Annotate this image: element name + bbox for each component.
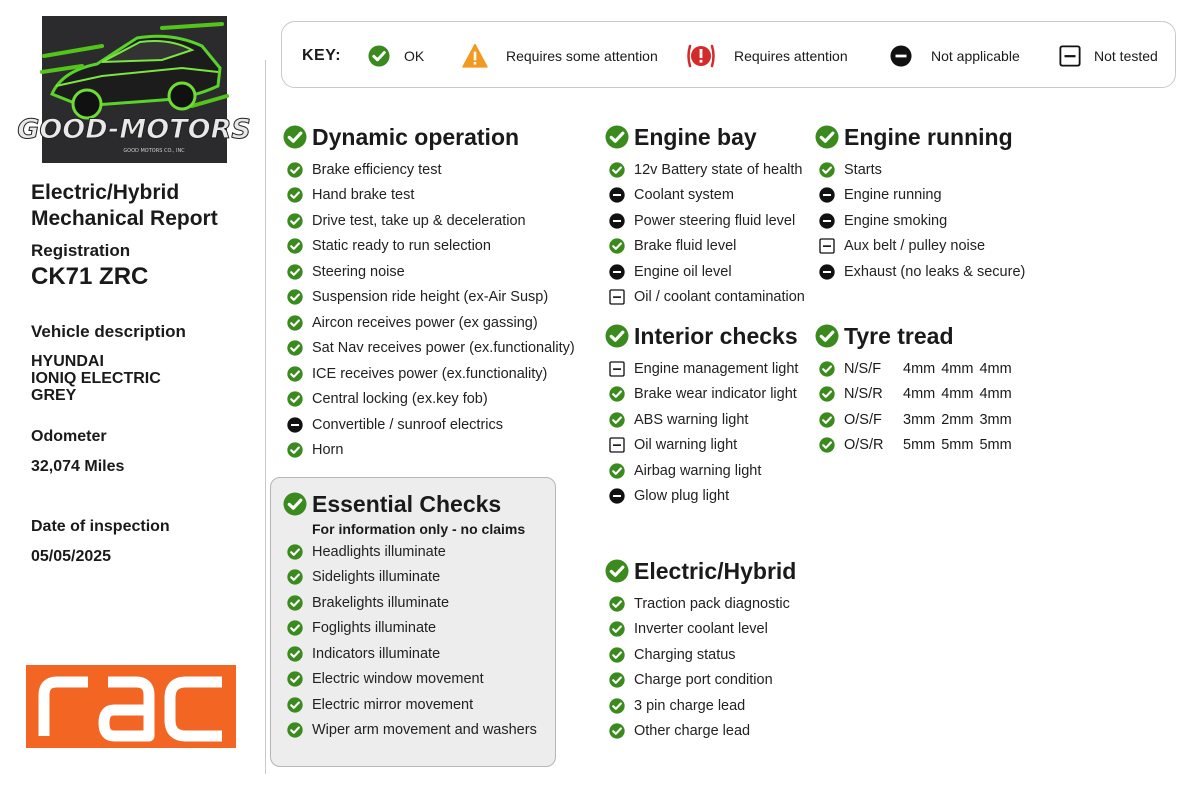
section-title: Electric/Hybrid [634,557,797,584]
check-list [283,539,537,743]
check-list [605,591,796,744]
check-item [605,668,796,694]
not-applicable-icon [819,213,835,229]
check-list [815,356,1018,458]
ok-check-icon [609,647,625,663]
check-item-label: Electric mirror movement [312,696,474,713]
check-item-label: Sidelights illuminate [312,569,441,586]
check-item-label: Oil / coolant contamination [634,289,805,306]
ok-check-icon [609,723,625,739]
ok-check-icon [609,698,625,714]
ok-check-icon [605,324,629,348]
vehicle-make: HYUNDAI [31,353,104,370]
tyre-depth: 2mm [941,411,974,428]
ok-check-icon [287,391,303,407]
check-item-label: Engine oil level [634,263,732,280]
check-list [605,356,798,509]
report-title-line1: Electric/Hybrid [31,181,180,204]
check-item [283,539,537,565]
check-item [283,208,575,234]
check-list [283,157,575,463]
tyre-position: O/S/F [844,411,882,428]
ok-check-icon [819,386,835,402]
key-title-wrap [302,22,341,89]
check-item [283,157,575,183]
ok-check-icon [287,187,303,203]
warning-triangle-icon [462,43,488,69]
check-item [605,617,796,643]
inspection-date-value: 05/05/2025 [31,548,112,565]
check-item [605,591,796,617]
not-applicable-icon [609,488,625,504]
section-title: Tyre tread [844,322,954,349]
vehicle-model: IONIQ ELECTRIC [31,370,161,387]
ok-check-icon [287,238,303,254]
check-item-label: Inverter coolant level [634,621,768,638]
check-item [815,433,1018,459]
check-item-label: Hand brake test [312,187,415,204]
check-item [283,616,537,642]
check-item [283,234,575,260]
check-item [283,183,575,209]
not-applicable-icon [819,187,835,203]
registration-label: Registration [31,241,131,260]
ok-check-icon [287,340,303,356]
check-item-label: Horn [312,442,344,459]
check-item [815,208,1025,234]
not-applicable-icon [609,264,625,280]
check-item [283,565,537,591]
tyre-position: N/S/R [844,386,883,403]
check-item-label: Oil warning light [634,437,738,454]
check-list [605,157,805,310]
key-label-ok: OK [404,47,425,64]
ok-check-icon [283,492,307,516]
ok-check-icon [609,162,625,178]
check-item-label: Wiper arm movement and washers [312,722,537,739]
good-motors-logo [17,16,251,163]
check-item [605,433,798,459]
check-item [605,285,805,311]
check-item-label: Electric window movement [312,671,484,688]
check-item [605,382,798,408]
ok-check-icon [609,238,625,254]
check-item-label: 12v Battery state of health [634,161,803,178]
not-applicable-icon [819,264,835,280]
check-item [815,407,1018,433]
check-item [605,208,805,234]
check-item-label: Power steering fluid level [634,212,796,229]
check-item-label: Engine management light [634,360,799,377]
section-header [605,556,796,586]
ok-check-icon [815,324,839,348]
section-essential-checks [283,489,537,743]
check-item [815,382,1018,408]
check-item-label: Steering noise [312,263,405,280]
section-title: Essential Checks [312,490,502,517]
not-tested-icon [1059,45,1081,67]
alert-exclamation-icon [685,40,717,72]
ok-check-icon [609,621,625,637]
ok-check-icon [287,162,303,178]
section-header [815,122,1025,152]
tyre-depth: 3mm [979,411,1012,428]
tyre-depth: 4mm [903,360,936,377]
section-title: Dynamic operation [312,123,520,150]
check-item-label: Coolant system [634,187,734,204]
check-item-label: Drive test, take up & deceleration [312,212,526,229]
check-item [283,692,537,718]
ok-check-icon [609,463,625,479]
rac-logo-graphic [26,665,236,748]
check-item-label: Aircon receives power (ex gassing) [312,314,538,331]
check-item [605,356,798,382]
report-title [31,180,218,232]
check-item [815,259,1025,285]
section-header [605,321,798,351]
report-title-line2: Mechanical Report [31,207,218,230]
ok-check-icon [609,386,625,402]
check-item-label: Suspension ride height (ex-Air Susp) [312,289,549,306]
check-item [605,642,796,668]
key-item-na [890,22,1020,89]
check-item [283,285,575,311]
check-item [283,641,537,667]
check-item-label: ICE receives power (ex.functionality) [312,365,548,382]
check-item [283,590,537,616]
ok-check-icon [368,45,390,67]
not-tested-icon [609,361,625,377]
check-item [283,387,575,413]
vehicle-colour: GREY [31,387,77,404]
check-item [283,310,575,336]
check-item-label: Brakelights illuminate [312,594,450,611]
tyre-depth: 4mm [903,386,936,403]
tyre-depth: 5mm [903,437,936,454]
section-engine-running [815,122,1025,285]
check-item [283,667,537,693]
car-logo-graphic [17,16,251,163]
ok-check-icon [287,366,303,382]
tyre-depth: 3mm [903,411,936,428]
check-item-label: Exhaust (no leaks & secure) [844,263,1026,280]
section-header [283,122,575,152]
ok-check-icon [819,361,835,377]
ok-check-icon [287,264,303,280]
not-applicable-icon [609,213,625,229]
check-list [815,157,1025,285]
check-item [815,157,1025,183]
check-item-label: Starts [844,161,882,178]
rac-logo [26,665,236,748]
check-item-label: Indicators illuminate [312,645,441,662]
section-tyre-tread [815,321,1018,458]
odometer-value: 32,074 Miles [31,458,125,475]
ok-check-icon [819,162,835,178]
key-label-na: Not applicable [931,47,1020,64]
ok-check-icon [287,620,303,636]
ok-check-icon [287,697,303,713]
section-electric-hybrid [605,556,796,744]
check-item-label: Headlights illuminate [312,543,446,560]
tyre-depth: 4mm [941,360,974,377]
not-applicable-icon [890,45,912,67]
section-title: Interior checks [634,322,798,349]
section-note: For information only - no claims [312,521,526,537]
ok-check-icon [609,596,625,612]
section-header [605,122,805,152]
check-item-label: Charge port condition [634,672,773,689]
check-item-label: Traction pack diagnostic [634,595,790,612]
check-item [283,259,575,285]
key-item-ok [368,22,424,89]
check-item [283,718,537,744]
check-item-label: Convertible / sunroof electrics [312,416,503,433]
check-item [815,356,1018,382]
logo-text: GOOD-MOTORS [17,114,251,145]
not-applicable-icon [609,187,625,203]
tyre-depth: 4mm [979,386,1012,403]
tyre-position: O/S/R [844,437,884,454]
check-item-label: Other charge lead [634,723,751,740]
ok-check-icon [287,646,303,662]
check-item [283,336,575,362]
check-item [283,361,575,387]
section-dynamic-operation [283,122,575,463]
key-item-alert [685,22,848,89]
ok-check-icon [287,722,303,738]
section-title: Engine bay [634,123,757,150]
tyre-depth: 4mm [979,360,1012,377]
tyre-depth: 4mm [941,386,974,403]
check-item-label: Brake fluid level [634,238,737,255]
check-item [815,183,1025,209]
section-title: Engine running [844,123,1013,150]
ok-check-icon [609,672,625,688]
not-tested-icon [609,289,625,305]
check-item-label: ABS warning light [634,411,749,428]
vehicle-description-label: Vehicle description [31,322,186,341]
ok-check-icon [287,595,303,611]
check-item [605,183,805,209]
check-item-label: Aux belt / pulley noise [844,238,986,255]
section-engine-bay [605,122,805,310]
check-item [605,259,805,285]
check-item-label: Central locking (ex.key fob) [312,391,488,408]
ok-check-icon [283,125,307,149]
vehicle-description [31,353,161,404]
key-item-not-tested [1059,22,1158,89]
check-item [605,458,798,484]
section-header [815,321,1018,351]
check-item-label: Engine smoking [844,212,948,229]
tyre-depth: 5mm [979,437,1012,454]
section-interior-checks [605,321,798,509]
ok-check-icon [287,671,303,687]
ok-check-icon [819,437,835,453]
ok-check-icon [287,315,303,331]
check-item [605,719,796,745]
ok-check-icon [815,125,839,149]
check-item-label: Static ready to run selection [312,238,491,255]
check-item-label: 3 pin charge lead [634,697,746,714]
ok-check-icon [287,213,303,229]
ok-check-icon [287,442,303,458]
key-title: KEY: [302,46,342,64]
not-applicable-icon [287,417,303,433]
check-item [605,157,805,183]
logo-subtext: GOOD MOTORS CO., INC [123,148,185,154]
ok-check-icon [287,289,303,305]
check-item-label: Charging status [634,646,736,663]
check-item [605,693,796,719]
check-item-label: Glow plug light [634,488,730,505]
status-key [281,21,1176,88]
check-item-label: Foglights illuminate [312,620,437,637]
column-divider [265,60,266,774]
key-item-warning [462,22,658,89]
key-label-alert: Requires attention [734,47,848,64]
tyre-depth: 5mm [941,437,974,454]
ok-check-icon [605,559,629,583]
tyre-position: N/S/F [844,360,882,377]
inspection-date-label: Date of inspection [31,518,170,535]
check-item-label: Brake wear indicator light [634,386,797,403]
check-item [605,484,798,510]
ok-check-icon [605,125,629,149]
odometer-label: Odometer [31,428,107,445]
check-item [605,407,798,433]
not-tested-icon [609,437,625,453]
ok-check-icon [287,569,303,585]
not-tested-icon [819,238,835,254]
key-label-not-tested: Not tested [1094,47,1158,64]
check-item [283,438,575,464]
ok-check-icon [819,412,835,428]
ok-check-icon [287,544,303,560]
check-item [815,234,1025,260]
check-item-label: Engine running [844,187,942,204]
ok-check-icon [609,412,625,428]
check-item-label: Sat Nav receives power (ex.functionality) [312,340,575,357]
key-label-warning: Requires some attention [506,47,658,64]
section-header [283,489,537,519]
check-item [605,234,805,260]
check-item-label: Airbag warning light [634,462,762,479]
check-item-label: Brake efficiency test [312,161,442,178]
check-item [283,412,575,438]
registration-value: CK71 ZRC [31,263,149,290]
